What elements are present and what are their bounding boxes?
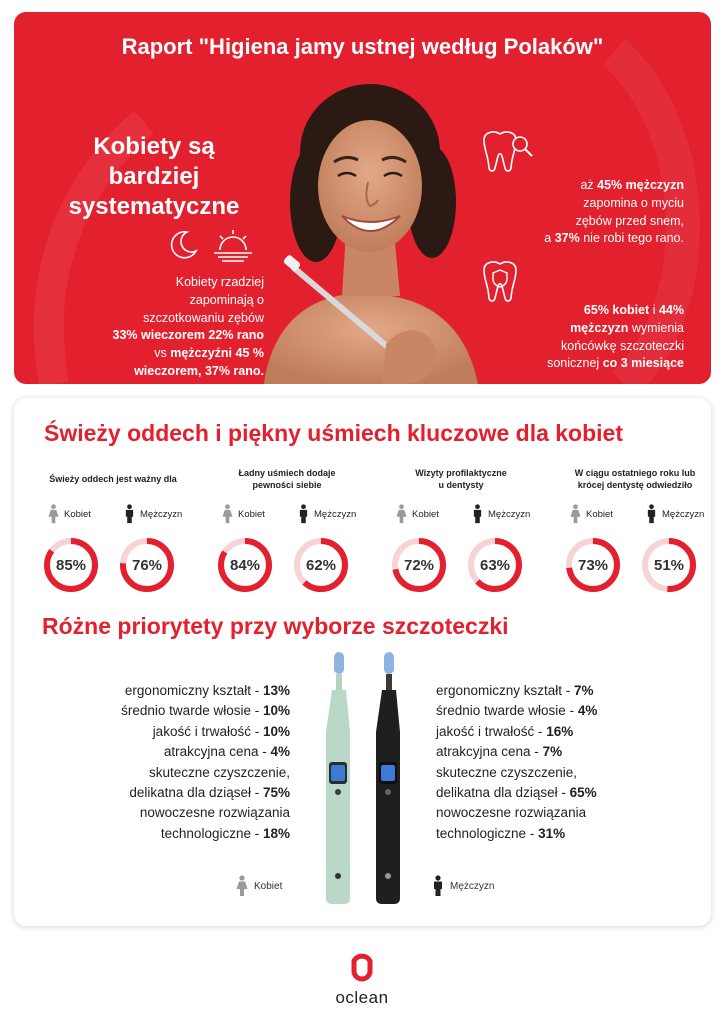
female-legend: Kobiet — [236, 875, 282, 897]
priority-item: nowoczesne rozwiązania — [436, 805, 587, 821]
section-title-priorities: Różne priorytety przy wyborze szczoteczki — [42, 613, 509, 639]
female-label: Kobiet — [222, 504, 265, 524]
oclean-logo-icon — [346, 945, 378, 985]
hero-headline: Kobiety są bardziej systematyczne — [68, 133, 240, 220]
percent-value: 72% — [403, 556, 435, 574]
section-title-fresh-breath: Świeży oddech i piękny uśmiech kluczowe dla kobiet — [44, 420, 623, 446]
priority-item: atrakcyjna cena - 7% — [436, 744, 563, 760]
statistics-card — [14, 398, 711, 926]
smiling-woman-photo — [254, 82, 484, 384]
priority-item: atrakcyjna cena - 4% — [163, 744, 290, 760]
male-person-icon — [646, 504, 657, 524]
priority-item: jakość i trwałość - 10% — [152, 723, 290, 739]
moon-icon — [166, 228, 200, 262]
male-legend: Mężczyzn — [432, 875, 494, 897]
percent-ring — [466, 536, 524, 594]
male-priorities-list — [436, 681, 676, 844]
men-forget-text: aż 45% mężczyzn zapomina o myciu zębów przed snem, a 37% nie robi tego rano. — [544, 178, 684, 246]
priority-item: delikatna dla dziąseł - 75% — [129, 785, 290, 801]
percent-ring — [292, 536, 350, 594]
male-person-icon — [298, 504, 309, 524]
female-person-icon — [396, 504, 407, 524]
female-person-icon — [222, 504, 233, 524]
female-label: Kobiet — [396, 504, 439, 524]
percent-ring — [390, 536, 448, 594]
brand-name: oclean — [335, 988, 389, 1007]
female-person-icon — [570, 504, 581, 524]
female-label: Kobiet — [48, 504, 91, 524]
stat-title: W ciągu ostatniego roku lub krócej dentystę odwiedziło — [574, 468, 696, 490]
percent-value: 62% — [305, 556, 337, 574]
stat-title: Świeży oddech jest ważny dla — [49, 474, 177, 485]
priority-item: ergonomiczny kształt - 13% — [124, 683, 290, 698]
priority-item: technologiczne - 31% — [436, 825, 566, 841]
male-person-icon — [472, 504, 483, 524]
report-title: Raport "Higiena jamy ustnej według Polaków" — [121, 34, 604, 59]
priority-item: nowoczesne rozwiązania — [139, 805, 290, 821]
male-person-icon — [124, 504, 135, 524]
green-toothbrush-image — [318, 652, 358, 904]
percent-value: 63% — [479, 556, 511, 574]
female-person-icon — [48, 504, 59, 524]
percent-ring — [640, 536, 698, 594]
male-label: Mężczyzn — [298, 504, 356, 524]
male-label: Mężczyzn — [124, 504, 182, 524]
female-label: Kobiet — [570, 504, 613, 524]
male-label: Mężczyzn — [646, 504, 704, 524]
women-brushing-text: Kobiety rzadziej zapominają o szczotkowaniu zębów 33% wieczorem 22% rano vs mężczyźni 45 % wieczorem, 37% rano. — [112, 275, 264, 378]
priority-item: średnio twarde włosie - 4% — [436, 703, 598, 719]
black-toothbrush-image — [368, 652, 408, 904]
percent-value: 85% — [55, 556, 87, 574]
stat-title: Wizyty profilaktyczne u dentysty — [415, 468, 507, 490]
female-priorities-list — [54, 681, 290, 844]
priority-item: jakość i trwałość - 16% — [436, 723, 574, 739]
percent-value: 84% — [229, 556, 261, 574]
male-person-icon — [432, 875, 444, 897]
priority-item: delikatna dla dziąseł - 65% — [436, 785, 597, 801]
male-label: Mężczyzn — [472, 504, 530, 524]
priority-item: technologiczne - 18% — [160, 825, 290, 841]
stat-title: Ładny uśmiech dodaje pewności siebie — [238, 468, 336, 490]
hero-banner — [14, 12, 711, 384]
priority-item: skuteczne czyszczenie, — [436, 764, 578, 780]
percent-value: 76% — [131, 556, 163, 574]
percent-ring — [42, 536, 100, 594]
percent-ring — [564, 536, 622, 594]
priority-item: średnio twarde włosie - 10% — [121, 703, 290, 719]
tooth-shield-icon — [480, 260, 524, 304]
percent-ring — [118, 536, 176, 594]
sunrise-icon — [212, 228, 254, 262]
tooth-magnifier-icon — [480, 130, 536, 174]
percent-value: 73% — [577, 556, 609, 574]
percent-value: 51% — [653, 556, 685, 574]
percent-ring — [216, 536, 274, 594]
priority-item: ergonomiczny kształt - 7% — [436, 683, 594, 698]
priority-item: skuteczne czyszczenie, — [148, 764, 290, 780]
brush-head-replacement-text: 65% kobiet i 44% mężczyzn wymienia końcówkę szczoteczki sonicznej co 3 miesiące — [547, 303, 684, 371]
female-person-icon — [236, 875, 248, 897]
